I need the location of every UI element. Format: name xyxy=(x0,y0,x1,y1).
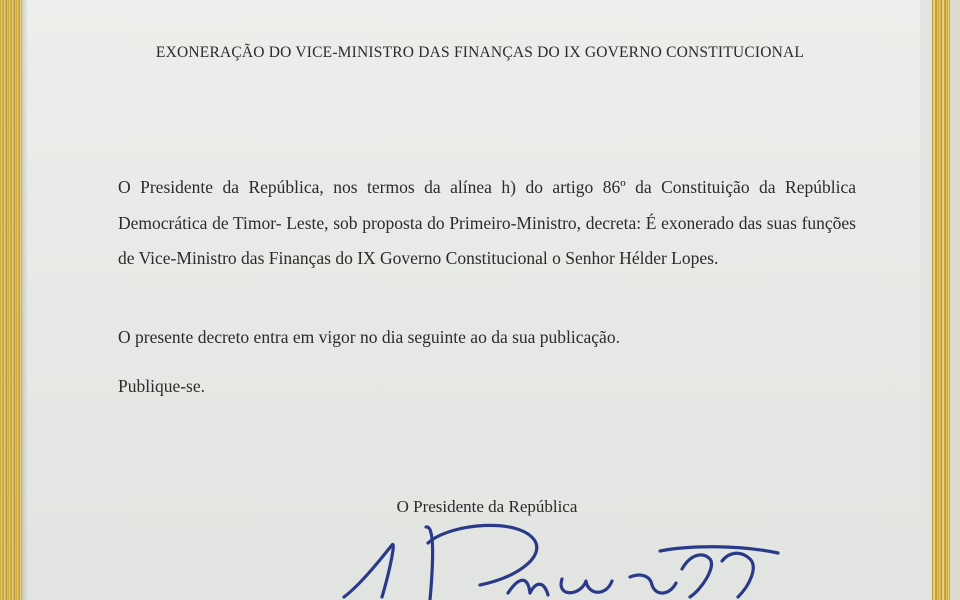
document-title: EXONERAÇÃO DO VICE-MINISTRO DAS FINANÇAS DO IX GOVERNO CONSTITUCIONAL xyxy=(155,44,805,61)
entry-into-force-paragraph: O presente decreto entra em vigor no dia seguinte ao da sua publicação. xyxy=(118,327,620,347)
signature-icon xyxy=(330,515,790,600)
publication-paragraph: Publique-se. xyxy=(118,376,206,396)
decree-paragraph: O Presidente da República, nos termos da alínea h) do artigo 86º da Constituição da República Democrática de Timor- Leste, sob proposta do Primeiro-Ministro, decreta: É exonerado das suas funções de Vice-Ministro das Finanças do IX Governo Constitucional o Senhor Hélder Lopes. xyxy=(118,177,856,268)
signatory-title: O Presidente da República xyxy=(396,497,578,516)
